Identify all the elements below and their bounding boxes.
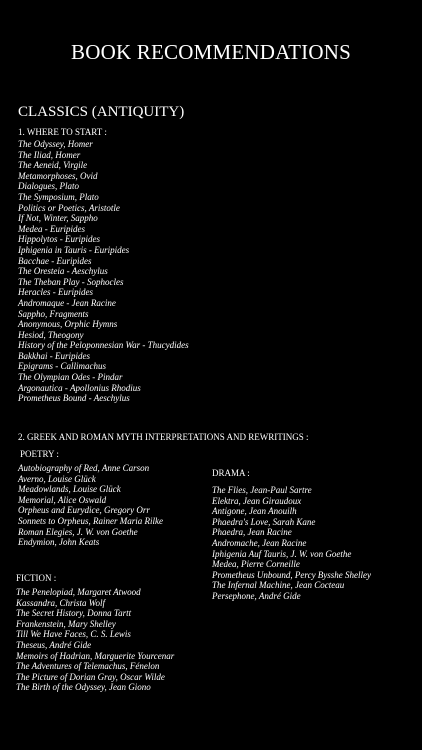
list-item: The Iliad, Homer [18,149,81,160]
subheading-fiction: FICTION : [16,573,57,583]
list-item: The Oresteia - Aeschylus [18,266,108,277]
list-item: Antigone, Jean Anouilh [212,506,297,517]
list-item: Heracles - Euripides [18,287,93,298]
list-item: The Aeneid, Virgile [18,160,88,171]
list-item: Argonautica - Apollonius Rhodius [18,382,141,393]
list-item: If Not, Winter, Sappho [18,213,98,224]
list-item: Prometheus Bound - Aeschylus [18,393,130,404]
subheading-myth-rewritings: 2. GREEK AND ROMAN MYTH INTERPRETATIONS AND REWRITINGS : [18,432,309,442]
list-item: Hippolytos - Euripides [18,234,100,245]
list-item: The Odyssey, Homer [18,139,93,149]
list-item: Memoirs of Hadrian, Marguerite Yourcenar [16,650,175,661]
list-item: The Symposium, Plato [18,191,99,202]
list-item: Politics or Poetics, Aristotle [18,202,120,213]
list-item: Endymion, John Keats [18,537,100,548]
list-item: Medea - Euripides [18,223,85,234]
subheading-poetry: POETRY : [20,449,59,459]
list-item: Andromache, Jean Racine [212,537,307,548]
list-item: Medea, Pierre Corneille [212,559,300,570]
list-item: Andromaque - Jean Racine [18,297,116,308]
list-item: Hesiod, Theogony [18,329,84,340]
list-item: Prometheus Unbound, Percy Bysshe Shelley [212,569,372,580]
list-item: Frankenstein, Mary Shelley [16,618,116,629]
list-item: Elektra, Jean Giraudoux [212,495,302,506]
list-item: The Birth of the Odyssey, Jean Giono [16,682,151,693]
list-item: Persephone, André Gide [212,590,301,601]
list-item: Averno, Louise Glück [18,473,96,484]
list-item: The Infernal Machine, Jean Cocteau [212,580,345,591]
list-item: Bakkhai - Euripides [18,350,90,361]
list-item: Till We Have Faces, C. S. Lewis [16,629,131,640]
list-item: Dialogues, Plato [18,181,79,192]
list-item: The Theban Play - Sophocles [18,276,124,287]
list-item: The Picture of Dorian Gray, Oscar Wilde [16,671,165,682]
list-item: Iphigenia Auf Tauris, J. W. von Goethe [212,548,352,559]
subheading-where-to-start: 1. WHERE TO START : [18,127,107,137]
poetry-list [18,463,163,548]
list-item: The Penelopiad, Margaret Atwood [16,587,141,597]
list-item: Autobiography of Red, Anne Carson [18,463,150,473]
list-item: Anonymous, Orphic Hymns [18,319,118,330]
drama-list [212,485,371,602]
list-item: Phaedra's Love, Sarah Kane [212,516,316,527]
list-item: Meadowlands, Louise Glück [18,484,121,495]
page-title: BOOK RECOMMENDATIONS [71,40,351,64]
list-item: Phaedra, Jean Racine [212,527,292,538]
list-item: Sonnets to Orpheus, Rainer Maria Rilke [18,515,163,526]
list-item: History of the Peloponnesian War - Thucydides [18,340,189,351]
list-item: Iphigenia in Tauris - Euripides [18,244,130,255]
list-item: Kassandra, Christa Wolf [16,597,105,608]
list-item: The Adventures of Telemachus, Fénelon [16,661,160,672]
list-item: Bacchae - Euripides [18,255,92,266]
list-item: Orpheus and Eurydice, Gregory Orr [18,505,150,516]
list-item: The Secret History, Donna Tartt [16,608,132,619]
where-to-start-list [18,139,189,404]
section-heading-classics: CLASSICS (ANTIQUITY) [18,104,185,120]
list-item: The Flies, Jean-Paul Sartre [212,485,312,495]
list-item: Metamorphoses, Ovid [18,170,98,181]
list-item: Memorial, Alice Oswald [18,494,107,505]
list-item: Theseus, André Gide [16,639,92,650]
list-item: Sappho, Fragments [18,308,89,319]
fiction-list [16,587,174,693]
list-item: The Olympian Odes - Pindar [18,372,123,383]
list-item: Epigrams - Callimachus [18,361,107,372]
subheading-drama: DRAMA : [212,468,250,478]
list-item: Roman Elegies, J. W. von Goethe [18,526,138,537]
